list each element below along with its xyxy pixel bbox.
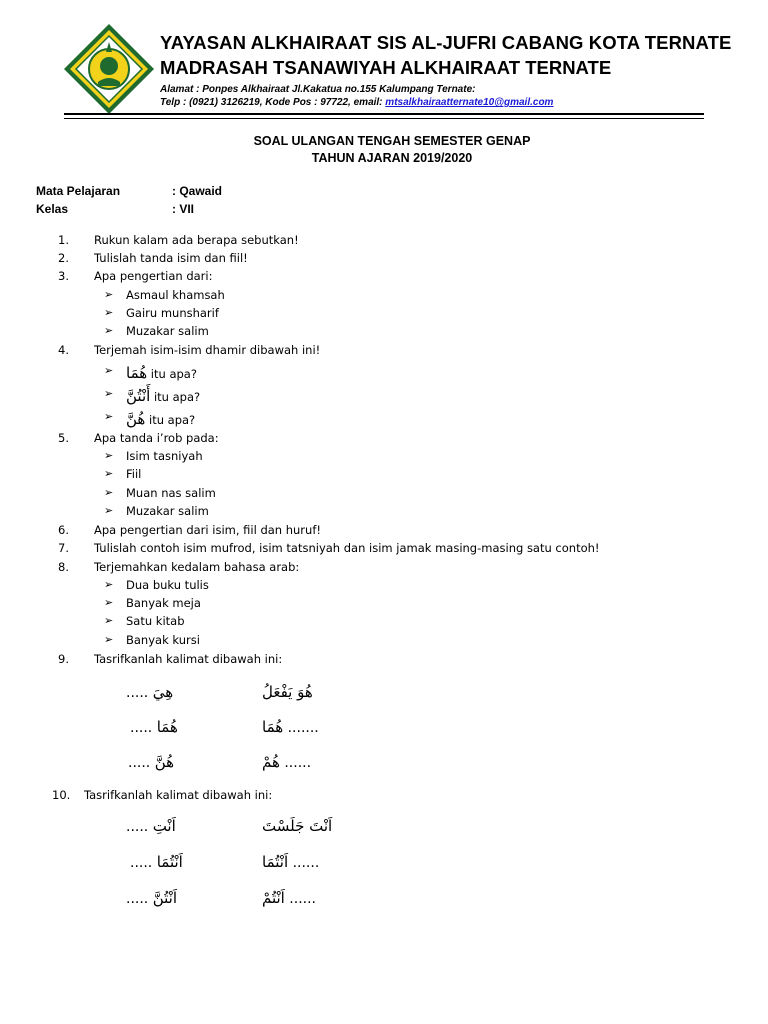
question-text: Rukun kalam ada berapa sebutkan! <box>94 233 299 247</box>
contact-text: Telp : (0921) 3126219, Kode Pos : 97722, email: <box>160 97 386 108</box>
school-name: MADRASAH TSANAWIYAH ALKHAIRAAT TERNATE <box>160 57 612 78</box>
subject-label: Mata Pelajaran <box>36 184 121 198</box>
header-divider-thick <box>64 113 704 115</box>
arrow-bullet-icon: ➢ <box>104 614 114 627</box>
arrow-bullet-icon: ➢ <box>104 486 114 499</box>
question-text: Tulislah contoh isim mufrod, isim tatsniyah dan isim jamak masing-masing satu contoh! <box>94 541 600 555</box>
exam-page: YAYASAN ALKHAIRAAT SIS AL-JUFRI CABANG KOTA TERNATE MADRASAH TSANAWIYAH ALKHAIRAAT TERNATE Alamat : Ponpes Alkhairaat Jl.Kakatua no.155 Kalumpang Ternate: Telp : (0921) 3126219, Kode Pos : 97722, email: mtsalkhairaatternate10@gmail.com SOAL ULANGAN TENGAH SEMESTER GENAP TAHUN AJARAN 2019/2020 Mata Pelajaran : Qawaid Kelas : VII 1. Rukun kalam ada berapa sebutkan! 2. Tulislah tanda isim dan fiil! 3. Apa pengertian dari: ➢ Asmaul khamsah ➢ Gairu munsharif ➢ Muzakar salim 4. Terjemah isim-isim dhamir dibawah ini! ➢ هُمَا itu apa? ➢ أَنْتُنَّ itu apa? ➢ هُنَّ itu apa? 5. Apa tanda i’rob pada: ➢ Isim tasniyah ➢ Fiil ➢ Muan nas salim ➢ Muzakar salim 6. Apa pengertian dari isim, fiil dan huruf! 7. Tulislah contoh isim mufrod, isim tatsniyah dan isim jamak masing-masing satu contoh! 8. Terjemahkan kedalam bahasa arab: ➢ Dua buku tulis ➢ Banyak meja ➢ Satu kitab ➢ Banyak kursi 9. Tasrifkanlah kalimat dibawah ini: ..... هِيَ هُوَ يَفْعَلُ ..... هُمَا هُمَا ....... ..... هُنَّ هُمْ ...... 10. Tasrifkanlah kalimat dibawah ini: ..... اَنْتِ اَنْتَ جَلَسْتَ ..... اَنْتُمَا اَنْتُمَا ...... ..... اَنْتُنَّ اَنْتُمْ ...... <box>0 0 768 1024</box>
question-number: 4. <box>58 343 69 357</box>
tasrif-answer-blank: ..... هُنَّ <box>128 753 175 771</box>
question-number: 8. <box>58 560 69 574</box>
arrow-bullet-icon: ➢ <box>104 410 114 423</box>
tasrif-prompt: اَنْتَ جَلَسْتَ <box>262 817 333 835</box>
arrow-bullet-icon: ➢ <box>104 364 114 377</box>
question-text: Terjemahkan kedalam bahasa arab: <box>94 560 300 574</box>
tasrif-answer-blank: ..... اَنْتِ <box>126 817 176 835</box>
foundation-name: YAYASAN ALKHAIRAAT SIS AL-JUFRI CABANG KOTA TERNATE <box>160 32 732 53</box>
tasrif-prompt: هُمَا ....... <box>262 718 319 736</box>
question-number: 3. <box>58 269 69 283</box>
question-text: Apa pengertian dari isim, fiil dan huruf! <box>94 523 321 537</box>
arrow-bullet-icon: ➢ <box>104 467 114 480</box>
exam-title: SOAL ULANGAN TENGAH SEMESTER GENAP <box>253 134 531 148</box>
question-number: 2. <box>58 251 69 265</box>
arrow-bullet-icon: ➢ <box>104 449 114 462</box>
tasrif-prompt: هُوَ يَفْعَلُ <box>262 683 313 701</box>
question-text: Tulislah tanda isim dan fiil! <box>94 251 248 265</box>
class-label: Kelas <box>36 202 69 216</box>
question-number: 5. <box>58 431 69 445</box>
tasrif-prompt: اَنْتُمْ ...... <box>262 889 317 907</box>
question-text: Apa pengertian dari: <box>94 269 213 283</box>
arrow-bullet-icon: ➢ <box>104 504 114 517</box>
arrow-bullet-icon: ➢ <box>104 387 114 400</box>
question-text: Terjemah isim-isim dhamir dibawah ini! <box>94 343 321 357</box>
school-contact <box>160 97 553 108</box>
question-text: Tasrifkanlah kalimat dibawah ini: <box>94 652 283 666</box>
question-number: 1. <box>58 233 69 247</box>
question-number: 9. <box>58 652 69 666</box>
question-text: Tasrifkanlah kalimat dibawah ini: <box>84 788 273 802</box>
class-value: : VII <box>172 202 195 216</box>
header-divider-thin <box>64 118 704 119</box>
tasrif-answer-blank: ..... اَنْتُنَّ <box>126 889 177 907</box>
arrow-bullet-icon: ➢ <box>104 306 114 319</box>
arrow-bullet-icon: ➢ <box>104 596 114 609</box>
school-address: Alamat : Ponpes Alkhairaat Jl.Kakatua no.155 Kalumpang Ternate: <box>160 84 476 95</box>
arrow-bullet-icon: ➢ <box>104 633 114 646</box>
school-emblem-icon <box>62 22 156 116</box>
email-link[interactable]: mtsalkhairaatternate10@gmail.com <box>385 97 554 108</box>
academic-year: TAHUN AJARAN 2019/2020 <box>311 151 473 165</box>
question-text: Apa tanda i’rob pada: <box>94 431 219 445</box>
question-number: 10. <box>52 788 71 802</box>
tasrif-answer-blank: ..... هِيَ <box>126 683 174 701</box>
tasrif-answer-blank: ..... اَنْتُمَا <box>130 853 183 871</box>
arrow-bullet-icon: ➢ <box>104 324 114 337</box>
arrow-bullet-icon: ➢ <box>104 288 114 301</box>
tasrif-prompt: اَنْتُمَا ...... <box>262 853 320 871</box>
subject-value: : Qawaid <box>172 184 223 198</box>
tasrif-answer-blank: ..... هُمَا <box>130 718 178 736</box>
question-number: 6. <box>58 523 69 537</box>
arrow-bullet-icon: ➢ <box>104 578 114 591</box>
tasrif-prompt: هُمْ ...... <box>262 753 312 771</box>
question-number: 7. <box>58 541 69 555</box>
